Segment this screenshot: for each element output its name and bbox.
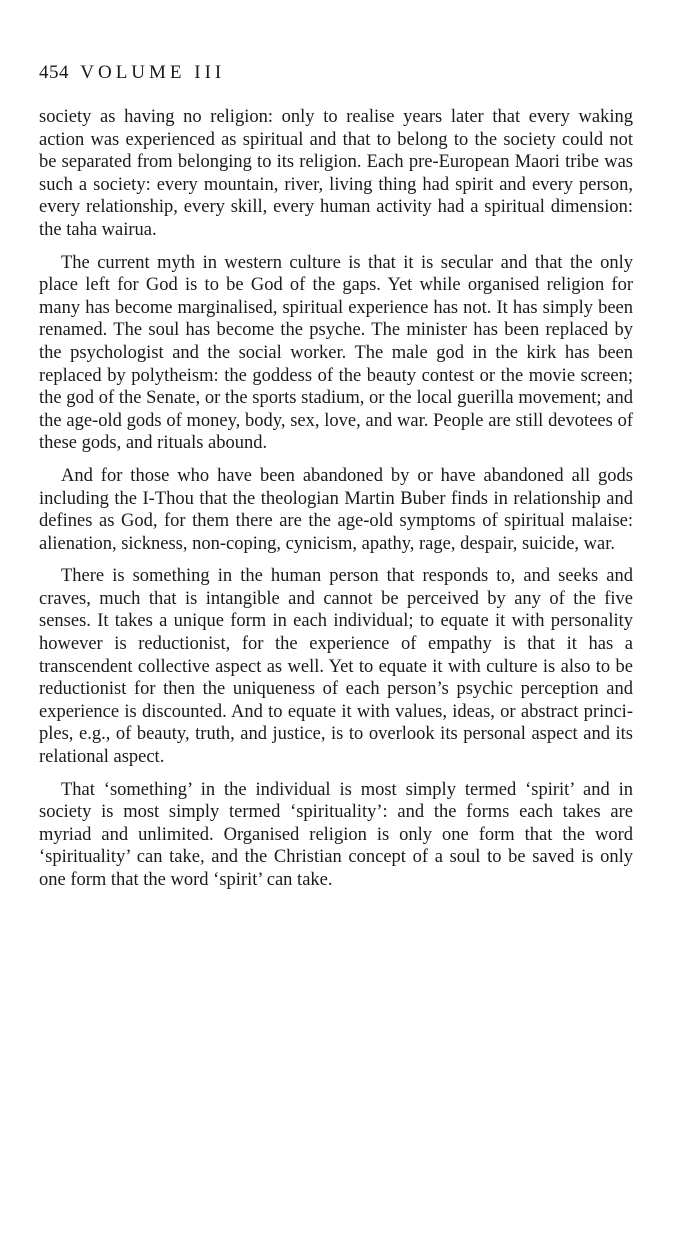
paragraph-spirit-spirituality: That ‘something’ in the individual is most simply termed ‘spirit’ and in society is most simply termed ‘spirituality’: and the forms each takes are myriad and unlimited. Organised religion is only one form that the word ‘spirituality’ can take, and the Christian concept of a soul to be saved is only one form that the word ‘spirit’ can take.: [39, 779, 633, 890]
page-number: 454: [39, 62, 69, 83]
paragraph-secular-myth: The current myth in western culture is that it is secular and that the only place left for God is to be God of the gaps. Yet while organised religion for many has become marginalised, spiritual experience has not. It has simply been renamed. The soul has become the psyche. The minister has been replaced by the psychologist and the social worker. The male god in the kirk has been replaced by polytheism: the goddess of the beauty contest or the movie screen; the god of the Senate, or the sports stadium, or the local guerilla movement; and the age-old gods of money, body, sex, love, and war. People are still devotees of these gods, and rituals abound.: [39, 252, 633, 454]
paragraph-abandoned-gods: And for those who have been abandoned by or have abandoned all gods including the I-Thou that the theologian Martin Buber finds in relationship and defines as God, for them there are the age-old symptoms of spiritual malaise: alienation, sickness, non-coping, cynicism, apathy, rage, despair, suicide, war.: [39, 465, 633, 554]
running-head: [39, 62, 633, 84]
paragraph-human-person: There is something in the human person that responds to, and seeks and craves, much that is intangible and cannot be perceived by any of the five senses. It takes a unique form in each individual; to equate it with personality however is reductionist, for the experience of empathy is that it has a transcendent collective aspect as well. Yet to equate it with culture is also to be reductionist for then the uniqueness of each person’s psychic perception and experience is discounted. And to equate it with values, ideas, or abstract principles, e.g., of beauty, truth, and justice, is to overlook its personal aspect and its relational aspect.: [39, 566, 633, 768]
book-page: [39, 62, 633, 902]
paragraph-continued: society as having no religion: only to realise years later that every waking action was experienced as spiritual and that to belong to the society could not be separated from belonging to its religion. Each pre-European Maori tribe was such a society: every mountain, river, living thing had spirit and every person, every relationship, every skill, every human activity had a spiritual dimension: the taha wairua.: [39, 107, 633, 240]
volume-label: VOLUME III: [80, 62, 226, 83]
